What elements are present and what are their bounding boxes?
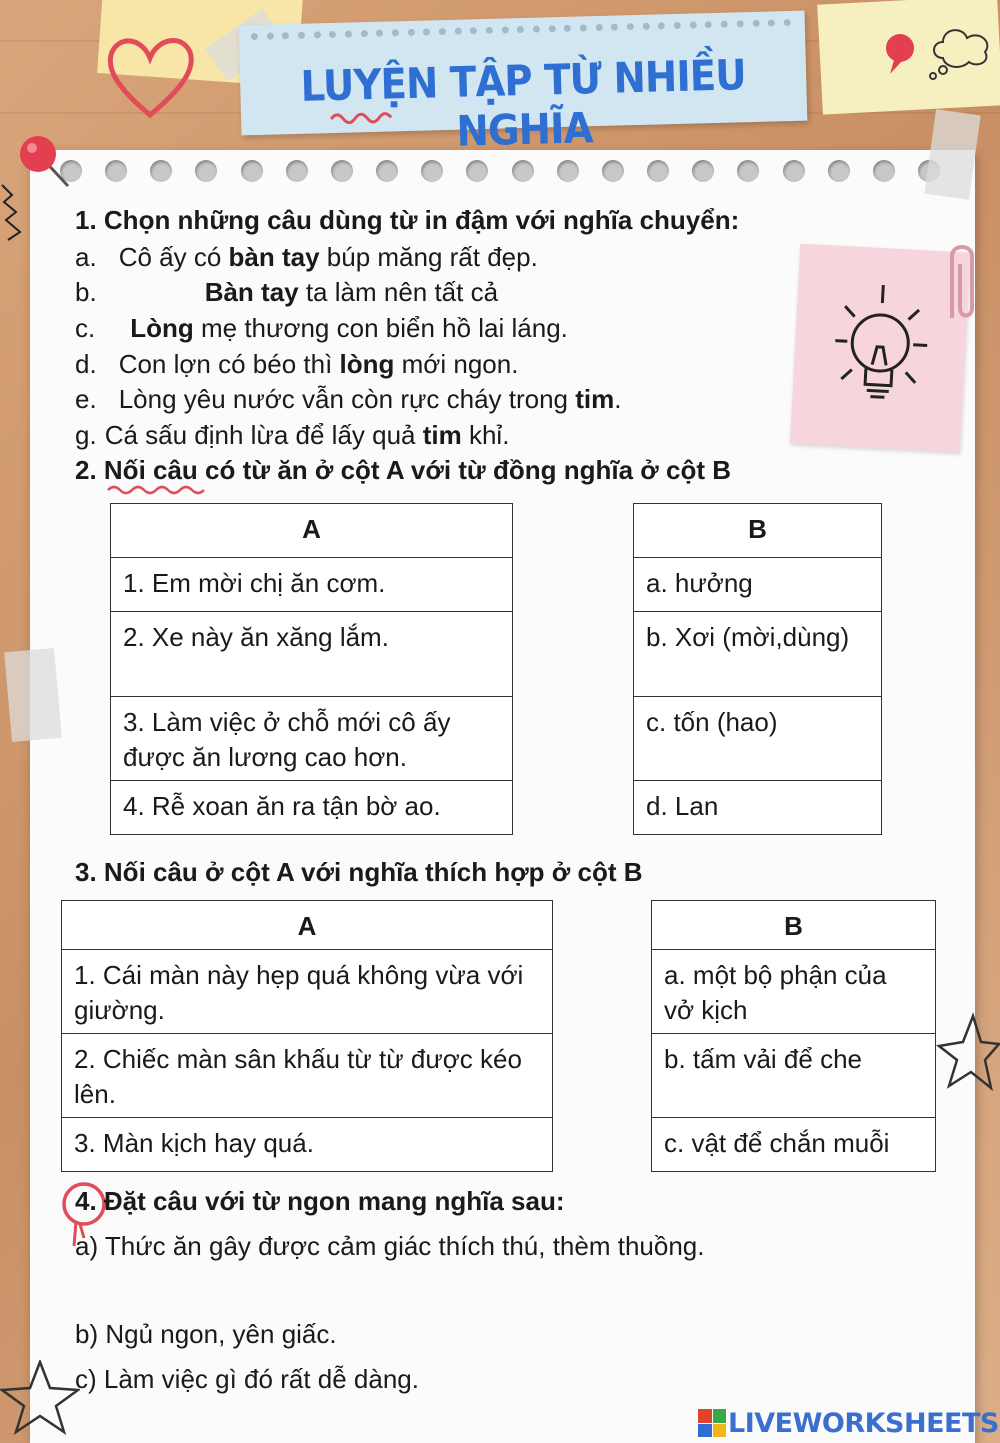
q2-table-a <box>110 503 513 835</box>
brand-name: LIVEWORKSHEETS <box>728 1407 999 1439</box>
q2-b-item-b[interactable]: b. Xơi (mời,dùng) <box>634 612 882 697</box>
column-header: B <box>652 901 936 950</box>
binder-holes <box>60 160 940 184</box>
option-text: Lòng yêu nước vẫn còn rực cháy trong <box>118 384 576 414</box>
q4-item-c[interactable]: c) Làm việc gì đó rất dễ dàng. <box>75 1364 419 1394</box>
option-bold-word: Bàn tay <box>204 277 299 307</box>
column-header: A <box>62 901 553 950</box>
q3-table-a <box>61 900 553 1172</box>
option-bold-word: tim <box>575 384 615 414</box>
q3-table-b <box>651 900 936 1172</box>
column-header: A <box>111 504 513 558</box>
option-label: a. <box>75 242 97 272</box>
option-text: mới ngon. <box>394 349 519 379</box>
option-label: e. <box>75 384 97 414</box>
option-label: b. <box>75 277 97 307</box>
pushpin-icon <box>10 128 70 188</box>
paperclip-icon <box>940 238 980 328</box>
cloud-doodle-icon <box>925 18 997 83</box>
q2-b-item-a[interactable]: a. hưởng <box>634 558 882 612</box>
option-text: Cô ấy có <box>118 242 229 272</box>
option-bold-word: lòng <box>339 349 395 379</box>
q1-option-e[interactable] <box>75 382 621 418</box>
option-label: d. <box>75 349 97 379</box>
option-bold-word: bàn tay <box>228 242 320 272</box>
q3-b-item-a[interactable]: a. một bộ phận của vở kịch <box>652 950 936 1034</box>
star-doodle-icon <box>935 1012 1000 1092</box>
option-label: g. <box>75 420 97 450</box>
q1-option-d[interactable] <box>75 347 518 383</box>
q3-a-item-1[interactable]: 1. Cái màn này hẹp quá không vừa với giường. <box>62 950 553 1034</box>
q3-a-item-3[interactable]: 3. Màn kịch hay quá. <box>62 1118 553 1172</box>
q3-heading: 3. Nối câu ở cột A với nghĩa thích hợp ở cột B <box>75 857 643 887</box>
option-text: . <box>614 384 622 414</box>
q2-heading: 2. Nối câu có từ ăn ở cột A với từ đồng nghĩa ở cột B <box>75 455 731 485</box>
tape-strip <box>4 648 62 742</box>
squiggle-underline-icon <box>329 109 399 127</box>
option-text: khỉ. <box>461 420 510 450</box>
title-banner <box>239 11 808 156</box>
q3-b-item-c[interactable]: c. vật để chắn muỗi <box>652 1118 936 1172</box>
q1-option-a[interactable] <box>75 240 538 276</box>
option-text: mẹ thương con biển hồ lai láng. <box>193 313 568 343</box>
q1-option-b[interactable] <box>75 275 498 311</box>
squiggle-underline-icon <box>106 484 210 496</box>
option-text: Con lợn có béo thì <box>118 349 340 379</box>
lightbulb-icon <box>811 270 949 427</box>
q1-heading: 1. Chọn những câu dùng từ in đậm với nghĩa chuyển: <box>75 205 740 235</box>
heart-doodle-icon <box>100 30 200 125</box>
option-bold-word: tim <box>422 420 462 450</box>
q2-table-b <box>633 503 882 835</box>
speech-bubble-red-icon <box>880 32 920 77</box>
q3-a-item-2[interactable]: 2. Chiếc màn sân khấu từ từ được kéo lên. <box>62 1034 553 1118</box>
q4-item-a[interactable]: a) Thức ăn gây được cảm giác thích thú, thèm thuồng. <box>75 1231 705 1261</box>
q2-b-item-d[interactable]: d. Lan <box>634 781 882 835</box>
q2-a-item-2[interactable]: 2. Xe này ăn xăng lắm. <box>111 612 513 697</box>
q1-option-g[interactable] <box>75 418 509 454</box>
star-doodle-icon <box>0 1360 80 1435</box>
q2-b-item-c[interactable]: c. tốn (hao) <box>634 697 882 781</box>
q2-a-item-3[interactable]: 3. Làm việc ở chỗ mới cô ấy được ăn lương cao hơn. <box>111 697 513 781</box>
option-text: búp măng rất đẹp. <box>319 242 538 272</box>
option-bold-word: Lòng <box>130 313 194 343</box>
logo-mark-icon <box>698 1409 726 1437</box>
option-text: ta làm nên tất cả <box>298 277 499 307</box>
q4-heading: 4. Đặt câu với từ ngon mang nghĩa sau: <box>75 1186 565 1216</box>
column-header: B <box>634 504 882 558</box>
page-title: LUYỆN TẬP TỪ NHIỀU NGHĨA <box>300 50 747 156</box>
q3-b-item-b[interactable]: b. tấm vải để che <box>652 1034 936 1118</box>
option-label: c. <box>75 313 96 343</box>
q2-a-item-4[interactable]: 4. Rễ xoan ăn ra tận bờ ao. <box>111 781 513 835</box>
q2-a-item-1[interactable]: 1. Em mời chị ăn cơm. <box>111 558 513 612</box>
q1-option-c[interactable] <box>75 311 568 347</box>
liveworksheets-logo <box>698 1408 999 1438</box>
option-text: Cá sấu định lừa để lấy quả <box>104 420 423 450</box>
zigzag-doodle-icon <box>0 180 35 250</box>
q4-item-b[interactable]: b) Ngủ ngon, yên giấc. <box>75 1319 337 1349</box>
